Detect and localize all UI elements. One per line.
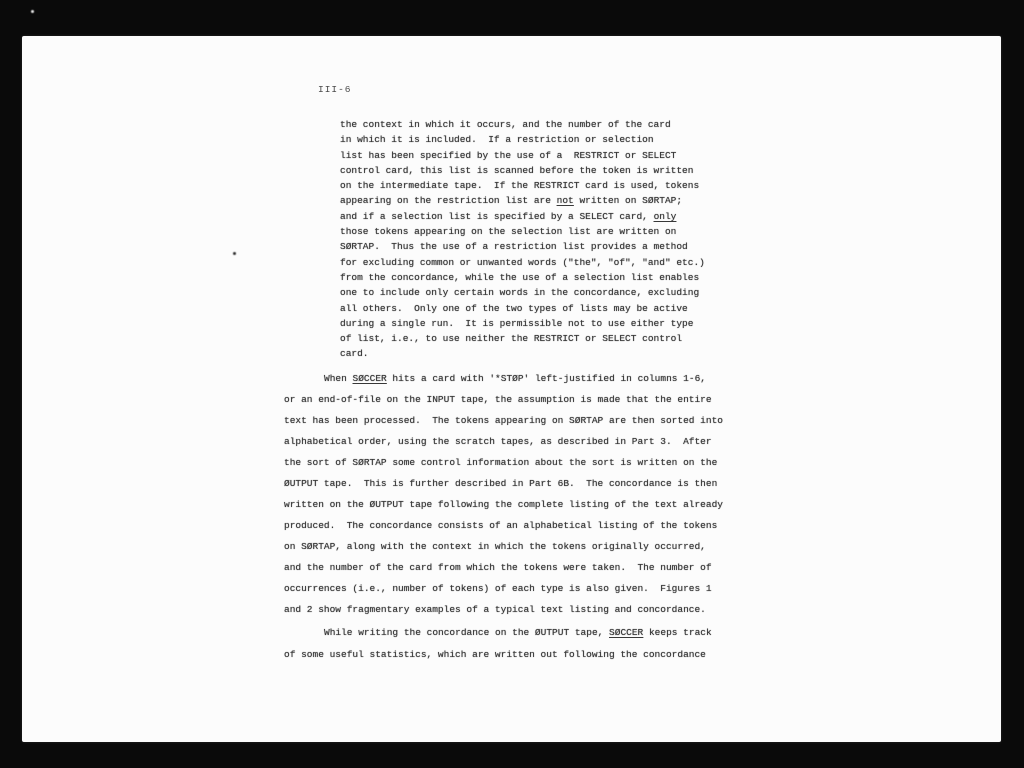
text-line: card. [340, 348, 369, 360]
text-line: on SØRTAP, along with the context in which the tokens originally occurred, [284, 541, 706, 552]
text-line: ØUTPUT tape. This is further described in Part 6B. The concordance is then [284, 478, 718, 489]
text-line: SØRTAP. Thus the use of a restriction list provides a method [340, 241, 688, 253]
text-line: and if a selection list is specified by a SELECT card, only [340, 210, 677, 222]
paragraph-sort-concordance [284, 368, 744, 620]
text-line: the sort of SØRTAP some control information about the sort is written on the [284, 457, 718, 468]
text-line: and 2 show fragmentary examples of a typical text listing and concordance. [284, 604, 706, 615]
text-line: on the intermediate tape. If the RESTRICT card is used, tokens [340, 180, 700, 192]
text-line: all others. Only one of the two types of lists may be active [340, 302, 688, 314]
text-line: list has been specified by the use of a RESTRICT or SELECT [340, 149, 677, 161]
text-line: of list, i.e., to use neither the RESTRICT or SELECT control [340, 333, 683, 345]
text-line: appearing on the restriction list are not written on SØRTAP; [340, 195, 683, 207]
scan-artifact [31, 10, 34, 13]
text-line: those tokens appearing on the selection list are written on [340, 226, 677, 238]
text-line: alphabetical order, using the scratch tapes, as described in Part 3. After [284, 436, 712, 447]
page-number: III-6 [318, 84, 352, 95]
text-line: produced. The concordance consists of an alphabetical listing of the tokens [284, 520, 718, 531]
text-line: from the concordance, while the use of a selection list enables [340, 271, 700, 283]
text-line: While writing the concordance on the ØUTPUT tape, SØCCER keeps track [324, 627, 712, 638]
text-line: text has been processed. The tokens appearing on SØRTAP are then sorted into [284, 415, 723, 426]
text-line: of some useful statistics, which are written out following the concordance [284, 649, 706, 660]
text-line: one to include only certain words in the concordance, excluding [340, 287, 700, 299]
text-line: When SØCCER hits a card with '*STØP' left-justified in columns 1-6, [324, 373, 706, 384]
paragraph-statistics [284, 622, 744, 666]
text-line: control card, this list is scanned before the token is written [340, 164, 694, 176]
text-line: during a single run. It is permissible not to use either type [340, 317, 694, 329]
document-page [22, 36, 1001, 742]
text-line: and the number of the card from which the tokens were taken. The number of [284, 562, 712, 573]
text-line: in which it is included. If a restriction or selection [340, 134, 654, 146]
text-line: the context in which it occurs, and the number of the card [340, 119, 671, 130]
text-line: occurrences (i.e., number of tokens) of each type is also given. Figures 1 [284, 583, 712, 594]
text-line: written on the ØUTPUT tape following the complete listing of the text already [284, 499, 723, 510]
paragraph-restriction-selection [340, 117, 735, 362]
scan-speck [233, 252, 236, 255]
text-line: for excluding common or unwanted words ("the", "of", "and" etc.) [340, 256, 705, 268]
text-line: or an end-of-file on the INPUT tape, the assumption is made that the entire [284, 394, 712, 405]
